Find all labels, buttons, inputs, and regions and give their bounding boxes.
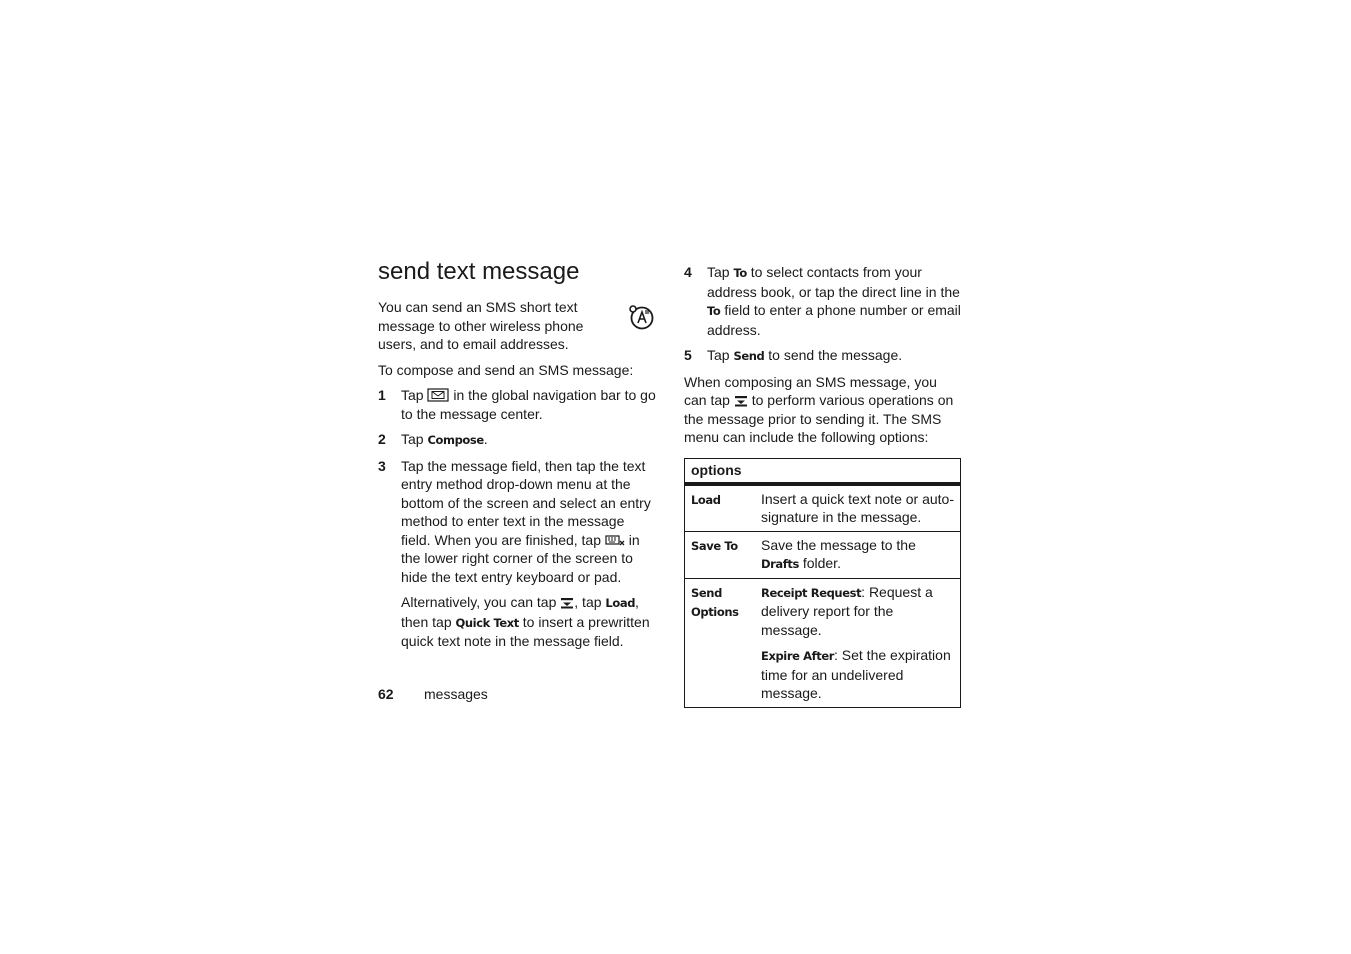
paragraph-text: to perform various operations on the message prior to sending it. The SMS menu can include the following options:	[684, 392, 954, 445]
expire-after-key: Expire After	[761, 649, 834, 663]
alt-text: to insert a prewritten quick text note in the message field.	[401, 613, 650, 649]
step-number: 3	[378, 457, 386, 474]
step-1	[378, 386, 656, 423]
envelope-icon	[427, 388, 449, 402]
intro-block	[378, 298, 656, 354]
option-key	[685, 484, 756, 532]
option-desc: Insert a quick text note or auto-signature in the message.	[755, 484, 961, 532]
step-2	[378, 430, 656, 450]
step-number: 2	[378, 431, 386, 447]
mode-a-icon	[628, 304, 654, 330]
menu-icon	[734, 395, 748, 407]
step-5	[684, 346, 961, 366]
step-number: 5	[684, 347, 692, 363]
composing-paragraph	[684, 373, 961, 447]
option-desc	[755, 531, 961, 578]
desc-text: : Request a delivery report for the message.	[761, 583, 933, 638]
option-key	[685, 578, 756, 707]
to-key: To	[707, 304, 721, 318]
table-row	[685, 531, 961, 578]
step-number: 1	[378, 387, 386, 403]
left-column	[378, 298, 656, 651]
step-text: to select contacts from your address book, or tap the direct line in the	[707, 264, 960, 300]
alt-text: Alternatively, you can tap	[401, 594, 557, 610]
section-name: messages	[424, 686, 488, 702]
page-title: send text message	[378, 258, 580, 285]
option-key	[685, 531, 756, 578]
receipt-request-key: Receipt Request	[761, 585, 862, 600]
step-text: Tap	[707, 347, 730, 363]
desc-text: folder.	[802, 555, 841, 571]
step-number: 4	[684, 264, 692, 280]
step-text: in the global navigation bar to go to the message center.	[401, 387, 656, 422]
table-row	[685, 484, 961, 532]
load-key: Load	[605, 596, 636, 610]
load-option: Load	[691, 492, 721, 507]
step-text: Tap	[401, 387, 424, 403]
step-text: field to enter a phone number or email address.	[707, 302, 961, 338]
to-key: To	[733, 266, 747, 280]
send-options-option: Send Options	[691, 585, 739, 619]
receipt-request-desc	[761, 583, 954, 640]
table-header-row	[685, 459, 961, 484]
page-number: 62	[378, 686, 394, 702]
compose-lead: To compose and send an SMS message:	[378, 361, 634, 378]
options-table	[684, 458, 961, 708]
desc-text: : Set the expiration time for an undelivered message.	[761, 647, 951, 701]
step-3-alternative	[401, 593, 656, 651]
drafts-key: Drafts	[761, 557, 799, 571]
alt-text: , tap	[574, 594, 602, 610]
save-to-option: Save To	[691, 538, 738, 553]
step-3	[378, 457, 656, 651]
step-text: in the lower right corner of the screen to hide the text entry keyboard or pad.	[401, 531, 640, 585]
paragraph-text: When composing an SMS message, you can tap	[684, 373, 937, 408]
step-4	[684, 263, 961, 339]
step-text: Tap	[401, 431, 424, 447]
option-desc	[755, 578, 961, 707]
step-text: to send the message.	[768, 347, 903, 363]
right-column	[684, 263, 961, 447]
desc-text: Save the message to the	[761, 536, 916, 553]
keyboard-hide-icon	[605, 535, 625, 547]
step-text: .	[483, 431, 488, 447]
alt-text: , then tap	[401, 594, 639, 630]
step-text: Tap	[707, 264, 730, 280]
expire-after-desc	[761, 646, 954, 703]
table-row	[685, 578, 961, 707]
menu-icon	[560, 597, 574, 609]
step-text: Tap the message field, then tap the text entry method drop-down menu at the bottom of the screen and select an entry method to enter text in the message field. When you are finished, tap	[401, 457, 651, 548]
send-key: Send	[733, 349, 765, 363]
quick-text-key: Quick Text	[455, 615, 519, 630]
compose-key: Compose	[427, 433, 484, 447]
intro-text: You can send an SMS short text message to other wireless phone users, and to email addresses.	[378, 299, 584, 352]
options-header: options	[685, 459, 961, 484]
